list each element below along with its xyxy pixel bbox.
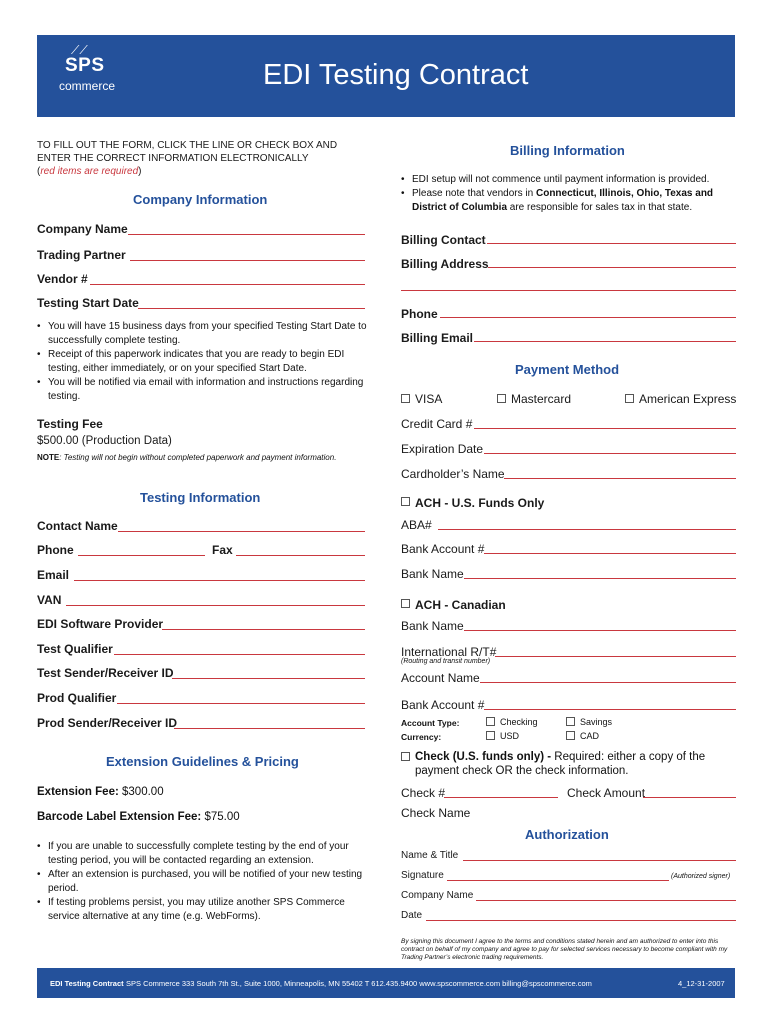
extension-bullets (37, 840, 372, 924)
testing-fee-value: $500.00 (Production Data) (37, 435, 172, 447)
sps-logo-icon: ⟋⟋ (71, 43, 88, 57)
usd-checkbox[interactable] (486, 731, 495, 740)
visa-checkbox[interactable] (401, 394, 410, 403)
company-name-label: Company Name (37, 222, 128, 236)
prod-sender-field[interactable] (174, 728, 365, 729)
prod-qualifier-field[interactable] (117, 703, 365, 704)
testing-start-date-label: Testing Start Date (37, 296, 139, 310)
testing-start-date-field[interactable] (138, 308, 365, 309)
ach-us-label: ACH - U.S. Funds Only (415, 496, 545, 510)
billing-section-title: Billing Information (510, 143, 625, 158)
account-name-label: Account Name (401, 671, 480, 685)
vendor-label: Vendor # (37, 272, 88, 286)
mastercard-label: Mastercard (511, 392, 572, 406)
check-payment-text (415, 750, 735, 778)
header-banner (37, 35, 735, 117)
consent-text: By signing this document I agree to the terms and conditions stated herein and am authorized to enter into this contract on behalf of my company and agree to pay for selected services necessary to become compliant with my Trading Partner’s electronic trading requirements. (401, 938, 728, 961)
checking-checkbox[interactable] (486, 717, 495, 726)
prod-sender-label: Prod Sender/Receiver ID (37, 716, 178, 730)
amex-checkbox[interactable] (625, 394, 634, 403)
page-title: EDI Testing Contract (263, 59, 529, 91)
list-item: • EDI setup will not commence until payment information is provided. (401, 173, 736, 187)
van-field[interactable] (66, 605, 365, 606)
footer-version: 4_12-31-2007 (678, 979, 725, 988)
barcode-fee-label: Barcode Label Extension Fee: (37, 811, 202, 823)
visa-label: VISA (415, 392, 443, 406)
testing-fee-label: Testing Fee (37, 417, 103, 431)
list-item: • After an extension is purchased, you will be notified of your new testing period. (37, 868, 372, 896)
barcode-fee (37, 811, 240, 823)
signature-field[interactable] (447, 880, 669, 881)
check-amount-label: Check Amount (567, 786, 646, 800)
list-item: • You will be notified via email with information and instructions regarding testing. (37, 376, 367, 404)
auth-company-field[interactable] (476, 900, 736, 901)
instructions-line1: TO FILL OUT THE FORM, CLICK THE LINE OR CHECK BOX AND (37, 140, 338, 151)
signer-note: (Authorized signer) (671, 873, 731, 880)
required-note: (red items are required) (37, 166, 142, 177)
phone-field[interactable] (78, 555, 205, 556)
ach-ca-checkbox[interactable] (401, 599, 410, 608)
trading-partner-field[interactable] (130, 260, 365, 261)
billing-address-field[interactable] (488, 267, 736, 268)
billing-bullets (401, 173, 736, 215)
bank-name-ca-field[interactable] (464, 630, 736, 631)
billing-contact-label: Billing Contact (401, 233, 486, 247)
software-provider-label: EDI Software Provider (37, 617, 164, 631)
check-payment-desc: Required: either a copy of the payment check OR the check information. (415, 751, 706, 777)
check-num-field[interactable] (444, 797, 558, 798)
intl-rt-field[interactable] (495, 656, 736, 657)
billing-note-post: are responsible for sales tax in that state. (507, 202, 693, 213)
contact-name-field[interactable] (118, 531, 365, 532)
expiration-label: Expiration Date (401, 442, 484, 456)
billing-note-pre: Please note that vendors in (412, 188, 536, 199)
check-amount-field[interactable] (643, 797, 736, 798)
payment-section-title: Payment Method (515, 362, 620, 377)
phone-label: Phone (37, 543, 74, 557)
ach-ca-label: ACH - Canadian (415, 598, 506, 612)
name-title-field[interactable] (463, 860, 736, 861)
name-title-label: Name & Title (401, 850, 459, 861)
prod-qualifier-label: Prod Qualifier (37, 691, 117, 705)
savings-checkbox[interactable] (566, 717, 575, 726)
billing-contact-field[interactable] (487, 243, 736, 244)
email-field[interactable] (74, 580, 365, 581)
extension-fee (37, 786, 164, 798)
bank-account-ca-field[interactable] (484, 709, 736, 710)
required-note-text: red items are required (40, 166, 139, 177)
credit-card-field[interactable] (474, 428, 736, 429)
billing-note-states: Connecticut, Illinois, Ohio, Texas and District of Columbia (412, 188, 714, 213)
note-text: : Testing will not begin without completed paperwork and payment information. (59, 453, 337, 462)
bank-account-label: Bank Account # (401, 542, 485, 556)
test-qualifier-label: Test Qualifier (37, 642, 113, 656)
company-name-field[interactable] (128, 234, 365, 235)
extension-fee-value: $300.00 (122, 786, 164, 798)
signature-label: Signature (401, 870, 444, 881)
amex-label: American Express (639, 392, 737, 406)
company-bullets (37, 320, 367, 404)
expiration-field[interactable] (484, 453, 736, 454)
extension-fee-label: Extension Fee: (37, 786, 119, 798)
bank-account-field[interactable] (484, 553, 736, 554)
cardholder-label: Cardholder’s Name (401, 467, 505, 481)
list-item: • You will have 15 business days from your specified Testing Start Date to successfully complete testing. (37, 320, 367, 348)
date-field[interactable] (426, 920, 736, 921)
logo-subtext: commerce (59, 79, 116, 93)
routing-note: (Routing and transit number) (401, 658, 491, 665)
check-num-label: Check # (401, 786, 446, 800)
intl-rt-label: International R/T# (401, 645, 497, 659)
check-payment-label: Check (U.S. funds only) - (415, 751, 552, 763)
credit-card-label: Credit Card # (401, 417, 473, 431)
mastercard-checkbox[interactable] (497, 394, 506, 403)
list-item: • If you are unable to successfully complete testing by the end of your testing period, you will be contacted regarding an extension. (37, 840, 372, 868)
footer-label: EDI Testing Contract (50, 979, 124, 988)
cardholder-field[interactable] (504, 478, 736, 479)
billing-phone-field[interactable] (440, 317, 736, 318)
list-item (401, 187, 736, 215)
account-name-field[interactable] (480, 682, 736, 683)
aba-label: ABA# (401, 518, 432, 532)
company-section-title: Company Information (133, 192, 268, 207)
software-provider-field[interactable] (162, 629, 365, 630)
check-name-label: Check Name (401, 806, 471, 820)
billing-phone-label: Phone (401, 307, 438, 321)
fax-field[interactable] (236, 555, 365, 556)
check-payment-checkbox[interactable] (401, 752, 410, 761)
savings-label: Savings (580, 717, 613, 727)
note-label: NOTE (37, 453, 60, 462)
aba-field[interactable] (438, 529, 736, 530)
test-qualifier-field[interactable] (114, 654, 365, 655)
ach-us-checkbox[interactable] (401, 497, 410, 506)
contact-name-label: Contact Name (37, 519, 118, 533)
testing-section-title: Testing Information (140, 490, 261, 505)
test-sender-label: Test Sender/Receiver ID (37, 666, 174, 680)
date-label: Date (401, 910, 423, 921)
logo-text: SPS (65, 55, 105, 76)
billing-address-label: Billing Address (401, 257, 489, 271)
bank-name-field[interactable] (464, 578, 736, 579)
account-type-label: Account Type: (401, 718, 460, 728)
van-label: VAN (37, 593, 62, 607)
signer-note-text: Authorized signer (673, 873, 728, 880)
auth-company-label: Company Name (401, 890, 474, 901)
footer-address: SPS Commerce 333 South 7th St., Suite 1000, Minneapolis, MN 55402 T 612.435.9400 www.spscommerce.com billing@spscommerce.com (126, 979, 592, 988)
list-item: • Receipt of this paperwork indicates that you are ready to begin EDI testing, either immediately, or on your specified Start Date. (37, 348, 367, 376)
list-item: • If testing problems persist, you may utilize another SPS Commerce service alternative at any time (e.g. WebForms). (37, 896, 372, 924)
testing-note (37, 453, 336, 462)
bank-name-label: Bank Name (401, 567, 464, 581)
cad-label: CAD (580, 731, 600, 741)
billing-email-field[interactable] (474, 341, 736, 342)
bank-name-ca-label: Bank Name (401, 619, 464, 633)
instructions-line2: ENTER THE CORRECT INFORMATION ELECTRONICALLY (37, 153, 309, 164)
currency-label: Currency: (401, 732, 442, 742)
authorization-section-title: Authorization (525, 827, 609, 842)
cad-checkbox[interactable] (566, 731, 575, 740)
billing-email-label: Billing Email (401, 331, 474, 345)
usd-label: USD (500, 731, 520, 741)
email-label: Email (37, 568, 70, 582)
fax-label: Fax (212, 543, 233, 557)
trading-partner-label: Trading Partner (37, 248, 126, 262)
footer-bar (37, 968, 735, 998)
bank-account-ca-label: Bank Account # (401, 698, 485, 712)
extension-section-title: Extension Guidelines & Pricing (106, 754, 299, 769)
checking-label: Checking (500, 717, 538, 727)
barcode-fee-value: $75.00 (204, 811, 240, 823)
billing-address-field-2[interactable] (401, 290, 736, 291)
test-sender-field[interactable] (172, 678, 365, 679)
routing-note-text: Routing and transit number (403, 658, 488, 665)
vendor-field[interactable] (90, 284, 365, 285)
